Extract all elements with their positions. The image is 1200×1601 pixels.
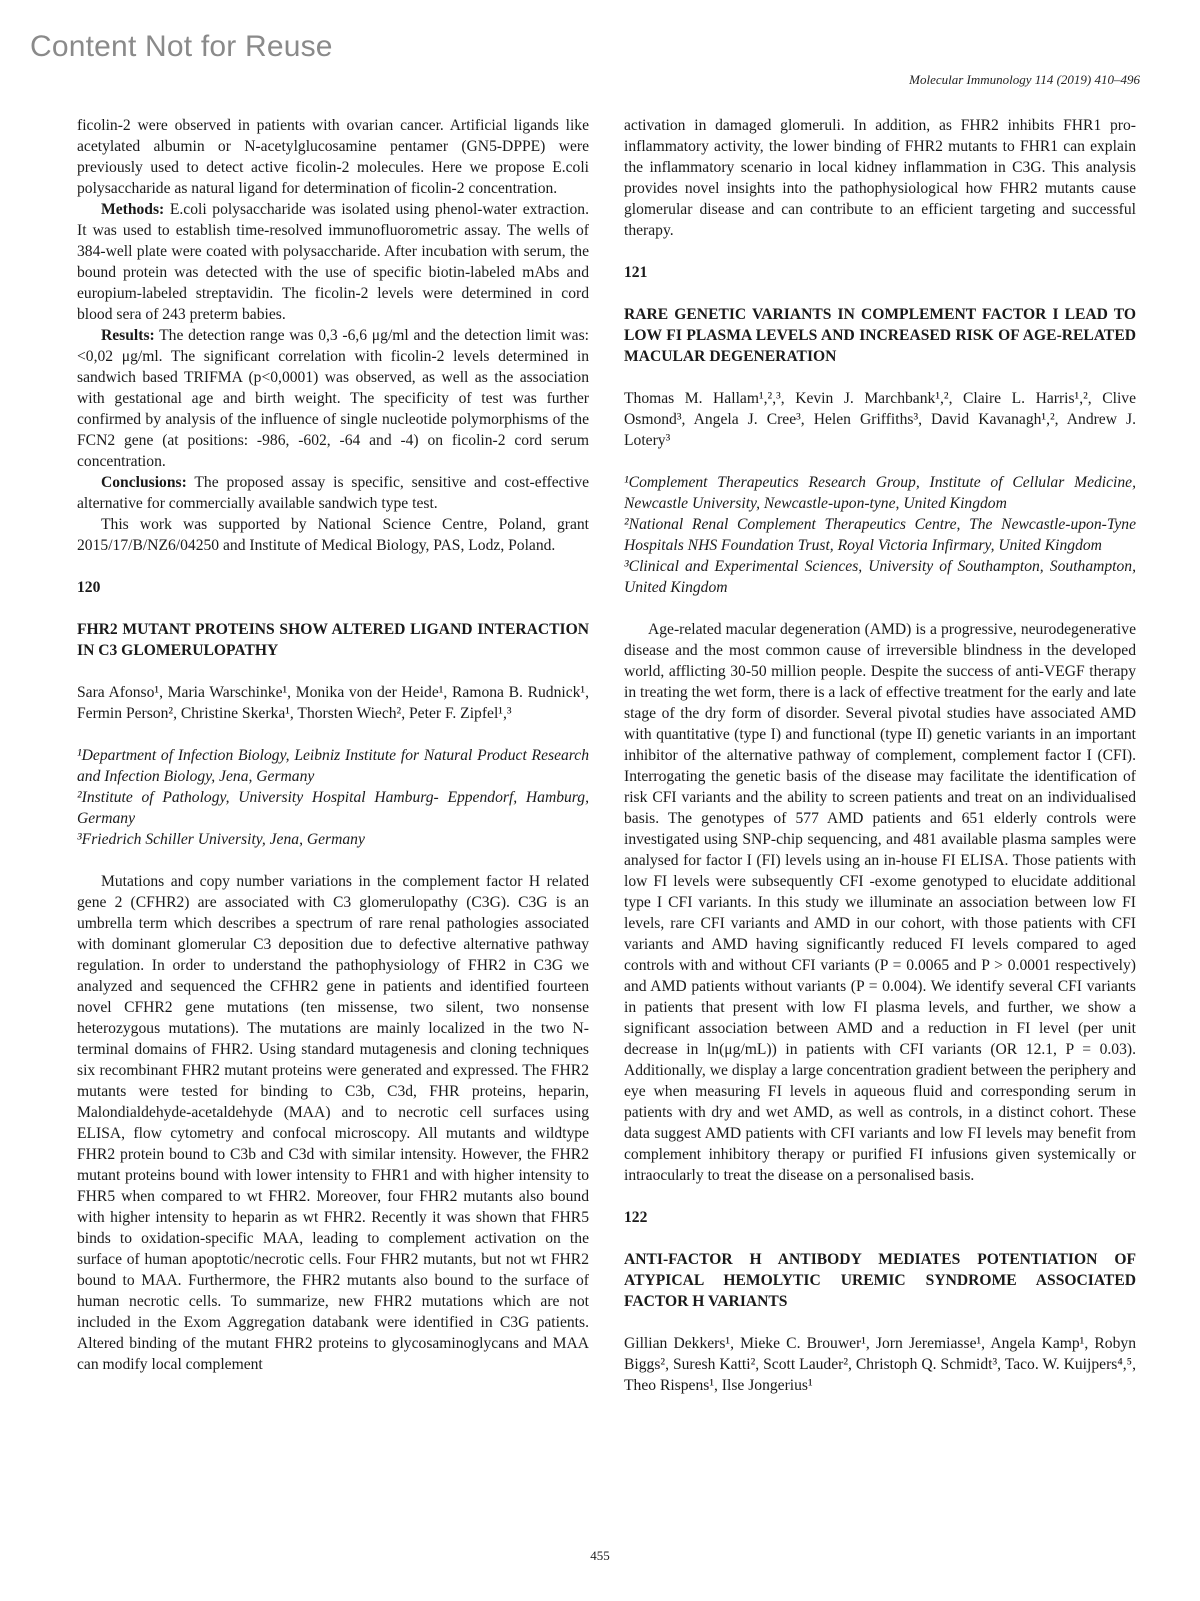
abstract-number-122: 122 [624,1209,648,1226]
methods-text: E.coli polysaccharide was isolated using phenol-water extraction. It was used to establish time-resolved immunofluorometric assay. The wells of 384-well plate were coated with polysaccharide. After incubation with serum, the bound protein was detected with the use of specific biotin-labeled mAbs and europium-labeled streptavidin. The ficolin-2 levels were determined in cord blood sera of 243 preterm babies. [77,201,589,323]
affiliation-120-2: ²Institute of Pathology, University Hospital Hamburg- Eppendorf, Hamburg, Germany [77,789,589,827]
affiliation-120-1: ¹Department of Infection Biology, Leibniz Institute for Natural Product Research and Infection Biology, Jena, Germany [77,747,589,785]
page-number: 455 [590,1548,610,1563]
affiliation-121-2: ²National Renal Complement Therapeutics Centre, The Newcastle-upon-Tyne Hospitals NHS Foundation Trust, Royal Victoria Infirmary, United Kingdom [624,516,1136,554]
abstract-title-120: FHR2 MUTANT PROTEINS SHOW ALTERED LIGAND INTERACTION IN C3 GLOMERULOPATHY [77,621,589,659]
methods-label: Methods: [101,201,165,218]
body-121: Age-related macular degeneration (AMD) is a progressive, neurodegenerative disease and the most common cause of irreversible blindness in the developed world, afflicting 30-50 million people. Despite the success of anti-VEGF therapy in treating the wet form, there is a lack of effective treatment for the early and late stage of the dry form of disorder. Several pivotal studies have associated AMD with quantitative (type I) and functional (type II) genetic variants in an important inhibitor of the alternative pathway of complement, complement factor I (CFI). Interrogating the genetic basis of the disease may facilitate the identification of risk CFI variants and the ability to screen patients and treat on an individualised basis. The genotypes of 577 AMD patients and 651 elderly controls were investigated using SNP-chip sequencing, and 481 available plasma samples were analysed for factor I (FI) levels using an in-house FI ELISA. Those patients with low FI levels were subsequently CFI -exome genotyped to elucidate additional type I CFI variants. In this study we illuminate an association between low FI levels, rare CFI variants and AMD in our cohort, with those patients with CFI variants and AMD having significantly reduced FI levels compared to aged controls with and without CFI variants (P = 0.0065 and P > 0.0001 respectively) and AMD patients without variants (P = 0.004). We identify several CFI variants in patients that present with low FI plasma levels, and further, we show a significant association between AMD and a reduction in FI level (per unit decrease in ln(μg/mL)) in patients with CFI variants (OR 12.1, P = 0.03). Additionally, we display a large concentration gradient between the periphery and eye when measuring FI levels in aqueous fluid and corresponding serum in patients with dry and wet AMD, as well as controls, in a distinct cohort. These data suggest AMD patients with CFI variants and low FI levels may benefit from complement inhibitory therapy or purified FI infusions given systemically or intraocularly to treat the disease on a personalised basis. [624,621,1136,1184]
affiliation-121-3: ³Clinical and Experimental Sciences, University of Southampton, Southampton, United Kingdom [624,558,1136,596]
body-120: Mutations and copy number variations in the complement factor H related gene 2 (CFHR2) are associated with C3 glomerulopathy (C3G). C3G is an umbrella term which describes a spectrum of rare renal pathologies associated with dominant glomerular C3 deposition due to defective alternative pathway regulation. In order to understand the pathophysiology of FHR2 in C3G we analyzed and sequenced the CFHR2 gene in patients and identified fourteen novel CFHR2 gene mutations (ten missense, two silent, two nonsense heterozygous mutations). The mutations are mainly localized in the two N-terminal domains of FHR2. Using standard mutagenesis and cloning techniques six recombinant FHR2 mutant proteins were generated and expressed. The FHR2 mutants were tested for binding to C3b, C3d, FHR proteins, heparin, Malondialdehyde-acetaldehyde (MAA) and to necrotic cell surfaces using ELISA, flow cytometry and confocal microscopy. All mutants and wildtype FHR2 protein bound to C3b and C3d with similar intensity. However, the FHR2 mutant proteins bound with lower intensity to FHR1 and with higher intensity to FHR5 when compared to wt FHR2. Moreover, four FHR2 mutants also bound with higher intensity to heparin as wt FHR2. Recently it was shown that FHR5 binds to oxidation-specific MAA, leading to complement activation on the surface of human apoptotic/necrotic cells. Four FHR2 mutants, but not wt FHR2 bound to MAA. Furthermore, the FHR2 mutants also bound to the surface of human necrotic cells. To summarize, new FHR2 mutations which are not included in the Exom Aggregation databank were identified in C3G patients. Altered binding of the mutant FHR2 proteins to glycosaminoglycans and MAA can modify local complement [77,873,589,1373]
funding-paragraph: This work was supported by National Science Centre, Poland, grant 2015/17/B/NZ6/04250 and Institute of Medical Biology, PAS, Lodz, Poland. [77,516,589,554]
results-text: The detection range was 0,3 -6,6 μg/ml and the detection limit was: <0,02 μg/ml. The significant correlation with ficolin-2 levels determined in sandwich based TRIFMA (p<0,0001) was observed, as well as the association with gestational age and birth weight. The specificity of test was further confirmed by analysis of the influence of single nucleotide polymorphisms of the FCN2 gene (at positions: -986, -602, -64 and -4) on ficolin-2 cord serum concentration. [77,327,589,470]
affiliation-120-3: ³Friedrich Schiller University, Jena, Germany [77,831,365,848]
results-label: Results: [101,327,155,344]
journal-reference: Molecular Immunology 114 (2019) 410–496 [909,72,1140,87]
authors-121: Thomas M. Hallam¹,²,³, Kevin J. Marchbank¹,², Claire L. Harris¹,², Clive Osmond³, Angela J. Cree³, Helen Griffiths³, David Kavanagh¹,², Andrew J. Lotery³ [624,390,1136,449]
intro-paragraph: ficolin-2 were observed in patients with ovarian cancer. Artificial ligands like acetylated albumin or N-acetylglucosamine pentamer (GN5-DPPE) were previously used to detect active ficolin-2 molecules. Here we propose E.coli polysaccharide as natural ligand for determination of ficolin-2 concentration. [77,117,589,197]
watermark: Content Not for Reuse [30,30,333,63]
left-column [77,115,589,1375]
abstract-number-120: 120 [77,579,101,596]
conclusions-label: Conclusions: [101,474,187,491]
conclusions-paragraph [77,472,589,514]
abstract-title-122: ANTI-FACTOR H ANTIBODY MEDIATES POTENTIATION OF ATYPICAL HEMOLYTIC UREMIC SYNDROME ASSOCIATED FACTOR H VARIANTS [624,1251,1136,1310]
right-column [624,115,1136,1396]
affiliation-121-1: ¹Complement Therapeutics Research Group, Institute of Cellular Medicine, Newcastle University, Newcastle-upon-tyne, United Kingdom [624,474,1136,512]
authors-120: Sara Afonso¹, Maria Warschinke¹, Monika von der Heide¹, Ramona B. Rudnick¹, Fermin Person², Christine Skerka¹, Thorsten Wiech², Peter F. Zipfel¹,³ [77,684,589,722]
abstract-title-121: RARE GENETIC VARIANTS IN COMPLEMENT FACTOR I LEAD TO LOW FI PLASMA LEVELS AND INCREASED RISK OF AGE-RELATED MACULAR DEGENERATION [624,306,1136,365]
abstract-number-121: 121 [624,264,648,281]
results-paragraph [77,325,589,472]
continuation-120: activation in damaged glomeruli. In addition, as FHR2 inhibits FHR1 pro-inflammatory activity, the lower binding of FHR2 mutants to FHR1 can explain the inflammatory scenario in local kidney inflammation in C3G. This analysis provides novel insights into the pathophysiological how FHR2 mutants cause glomerular disease and can contribute to an efficient targeting and successful therapy. [624,117,1136,239]
conclusions-text: The proposed assay is specific, sensitive and cost-effective alternative for commercially available sandwich type test. [77,474,589,512]
methods-paragraph [77,199,589,325]
authors-122: Gillian Dekkers¹, Mieke C. Brouwer¹, Jorn Jeremiasse¹, Angela Kamp¹, Robyn Biggs², Suresh Katti², Scott Lauder², Christoph Q. Schmidt³, Taco. W. Kuijpers⁴,⁵, Theo Rispens¹, Ilse Jongerius¹ [624,1335,1136,1394]
